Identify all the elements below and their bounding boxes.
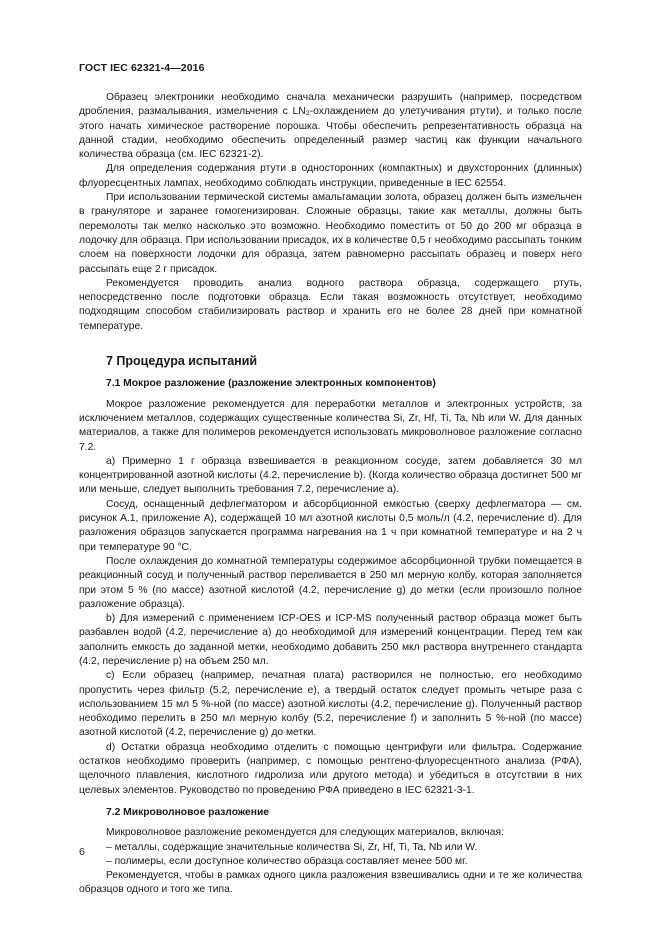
page-number: 6 <box>79 846 85 858</box>
section-heading-7: 7 Процедура испытаний <box>106 354 258 369</box>
list-item: d) Остатки образца необходимо отделить с помощью центрифуги или фильтра. Содержание остатков необходимо проверить (например, с помощью рентгено-флуоресцентного анализа (РФА), щелочного плавления, кислотного гидролиза или другого метода) и убедиться в отсутствии в них целевых элементов. Руководство по проведению РФА приведено в IEC 62321-3-1. <box>79 741 582 796</box>
paragraph: Мокрое разложение рекомендуется для переработки металлов и электронных устройств, за исключением металлов, содержащих существенные количества Si, Zr, Hf, Ti, Ta, Nb или W. Для данных материалов, а также для полимеров рекомендуется использовать микроволновое разложение согласно 7.2. <box>79 398 582 453</box>
subsection-heading-7-1: 7.1 Мокрое разложение (разложение электронных компонентов) <box>106 378 436 390</box>
paragraph: Микроволновое разложение рекомендуется для следующих материалов, включая: <box>106 827 504 839</box>
list-item: – полимеры, если доступное количество образца составляет менее 500 мг. <box>106 855 468 867</box>
page-body <box>79 91 582 898</box>
paragraph: Сосуд, оснащенный дефлегматором и абсорбционной емкостью (сверху дефлегматора — см. рисунок А.1, приложение А), содержащей 10 мл азотной кислоты 0,5 моль/л (4.2, перечисление d). Для разложения образцов запускается программа нагревания на 1 ч при комнатной температуре и на 2 ч при температуре 90 °С. <box>79 498 582 553</box>
list-item: с) Если образец (например, печатная плата) растворился не полностью, его необходимо пропустить через фильтр (5.2, перечисление е), а твердый остаток следует промыть четыре раза с использованием 15 мл 5 %-ной (по массе) азотной кислоты (4.2, перечисление g). Полученный раствор необходимо перелить в 250 мл мерную колбу (5.2, перечисление f) и заполнить 5 %-ной (по массе) азотной кислотой (4.2, перечисление g) до метки. <box>79 670 582 739</box>
paragraph: При использовании термической системы амальгамации золота, образец должен быть измельчен в грануляторе и заранее гомогенизирован. Сложные образцы, такие как металлы, должны быть перемолоты так мелко насколько это возможно. Необходимо поместить от 50 до 200 мг образца в лодочку для образца. При использовании присадок, их в количестве 0,5 г необходимо рассыпать тонким слоем на поверхности лодочки для образца, затем равномерно рассыпать образец и поверх него рассыпать еще 2 г присадок. <box>79 192 582 275</box>
paragraph: Рекомендуется проводить анализ водного раствора образца, содержащего ртуть, непосредственно после подготовки образца. Если такая возможность отсутствует, необходимо подходящим способом стабилизировать раствор и хранить его не более 28 дней при комнатной температуре. <box>79 277 582 332</box>
list-item: – металлы, содержащие значительные количества Si, Zr, Hf, Ti, Ta, Nb или W. <box>106 841 478 853</box>
paragraph: Образец электроники необходимо сначала механически разрушить (например, посредством дробления, размалывания, измельчения с LN₂-охлаждением до улетучивания ртути), и только после этого начать химическое растворение порошка. Чтобы обеспечить репрезентативность образца на данной стадии, необходимо обеспечить определенный размер частиц как функции начального количества образца (см. IEC 62321-2). <box>79 92 582 161</box>
paragraph: После охлаждения до комнатной температуры содержимое абсорбционной трубки помещается в реакционный сосуд и полученный раствор переливается в 250 мл мерную колбу, которая заполняется при этом 5 % (по массе) азотной кислотой (4.2, перечисление g) до метки (если произошло полное разложение образца). <box>79 555 582 610</box>
list-item: а) Примерно 1 г образца взвешивается в реакционном сосуде, затем добавляется 30 мл концентрированной азотной кислоты (4.2, перечисление b). (Когда количество образца достигнет 500 мг или меньше, следует выполнить требования 7.2, перечисление а). <box>79 455 582 496</box>
paragraph: Для определения содержания ртути в односторонних (компактных) и двухсторонних (длинных) флуоресцентных лампах, необходимо соблюдать инструкции, приведенные в IEC 62554. <box>79 163 582 189</box>
list-item: b) Для измерений с применением ICP-OES и ICP-MS полученный раствор образца может быть разбавлен водой (4.2, перечисление а) до необходимой для измерений концентрации. Перед тем как заполнить емкость до заданной метки, необходимо добавить 250 мкл раствора внутреннего стандарта (4.2, перечисление р) на объем 250 мл. <box>79 613 582 667</box>
subsection-heading-7-2: 7.2 Микроволновое разложение <box>106 806 270 818</box>
document-header: ГОСТ IEC 62321-4—2016 <box>79 62 205 74</box>
paragraph: Рекомендуется, чтобы в рамках одного цикла разложения взвешивались одни и те же количества образцов одного и того же типа. <box>79 870 582 896</box>
